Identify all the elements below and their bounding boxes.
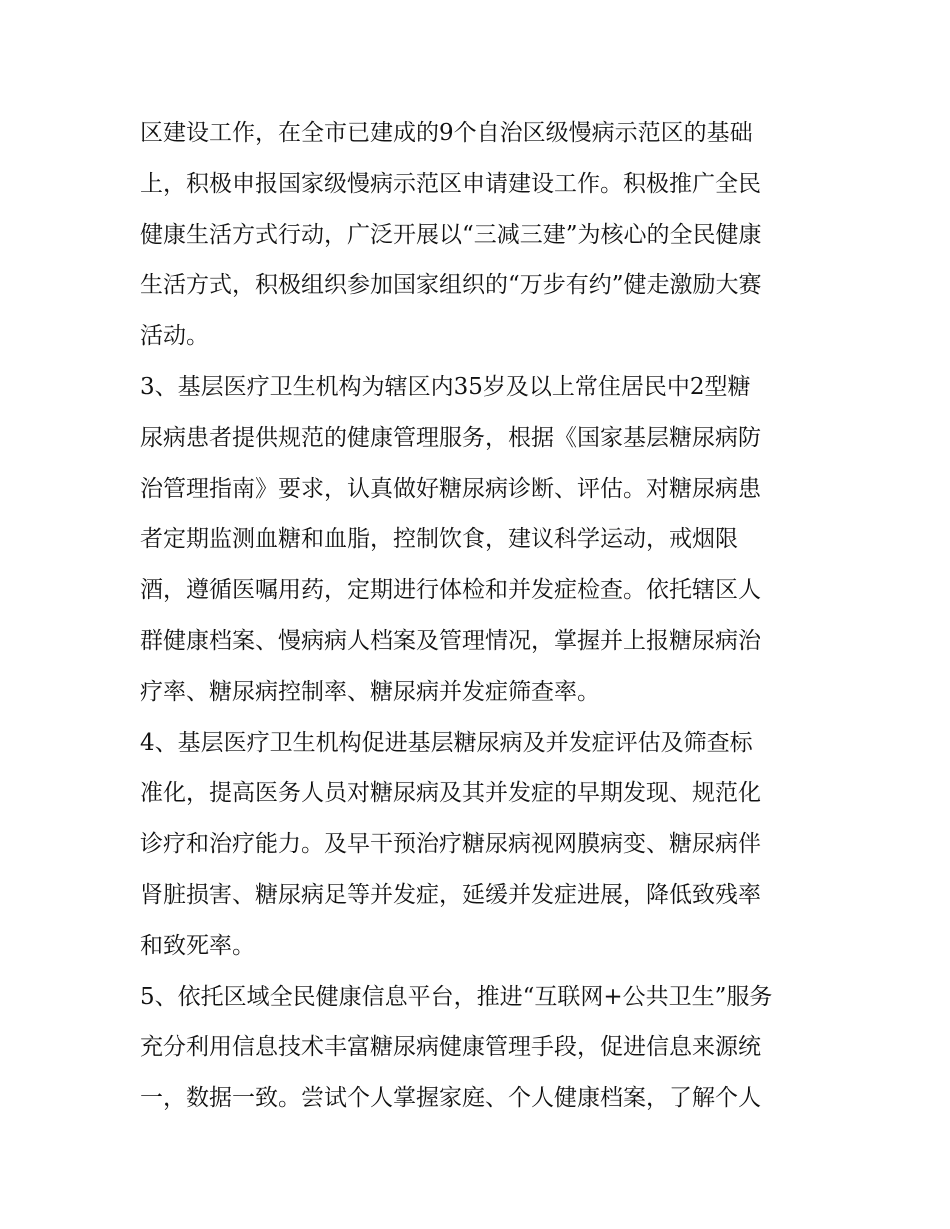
body-text [140,108,830,1124]
text-line: 活动。 [140,323,209,350]
text-line: 生活方式，积极组织参加国家组织的“万步有约”健走激励大赛 [140,272,762,299]
text-line: 酒，遵循医嘱用药，定期进行体检和并发症检查。依托辖区人 [140,577,761,604]
text-line: 诊疗和治疗能力。及早干预治疗糖尿病视网膜病变、糖尿病伴 [140,831,761,858]
text-line: 肾脏损害、糖尿病足等并发症，延缓并发症进展，降低致残率 [140,881,761,908]
text-line: 区建设工作，在全市已建成的9个自治区级慢病示范区的基础 [140,120,753,146]
text-line: 健康生活方式行动，广泛开展以“三减三建”为核心的全民健康 [140,221,762,248]
text-line: 上，积极申报国家级慢病示范区申请建设工作。积极推广全民 [140,170,761,197]
text-line: 一，数据一致。尝试个人掌握家庭、个人健康档案，了解个人 [140,1085,761,1112]
text-line: 和致死率。 [140,932,255,959]
text-line: 4、基层医疗卫生机构促进基层糖尿病及并发症评估及筛查标 [140,729,753,756]
text-line: 充分利用信息技术丰富糖尿病健康管理手段，促进信息来源统 [140,1034,761,1061]
text-line: 疗率、糖尿病控制率、糖尿病并发症筛查率。 [140,678,600,705]
text-line: 者定期监测血糖和血脂，控制饮食，建议科学运动，戒烟限 [140,526,738,553]
text-line: 准化，提高医务人员对糖尿病及其并发症的早期发现、规范化 [140,780,761,807]
text-line: 群健康档案、慢病病人档案及管理情况，掌握并上报糖尿病治 [140,627,761,654]
text-line: 尿病患者提供规范的健康管理服务，根据《国家基层糖尿病防 [140,424,761,451]
text-line: 5、依托区域全民健康信息平台，推进“互联网+公共卫生”服务 [140,983,773,1010]
text-line: 3、基层医疗卫生机构为辖区内35岁及以上常住居民中2型糖 [140,373,751,400]
text-line: 治管理指南》要求，认真做好糖尿病诊断、评估。对糖尿病患 [140,475,761,502]
